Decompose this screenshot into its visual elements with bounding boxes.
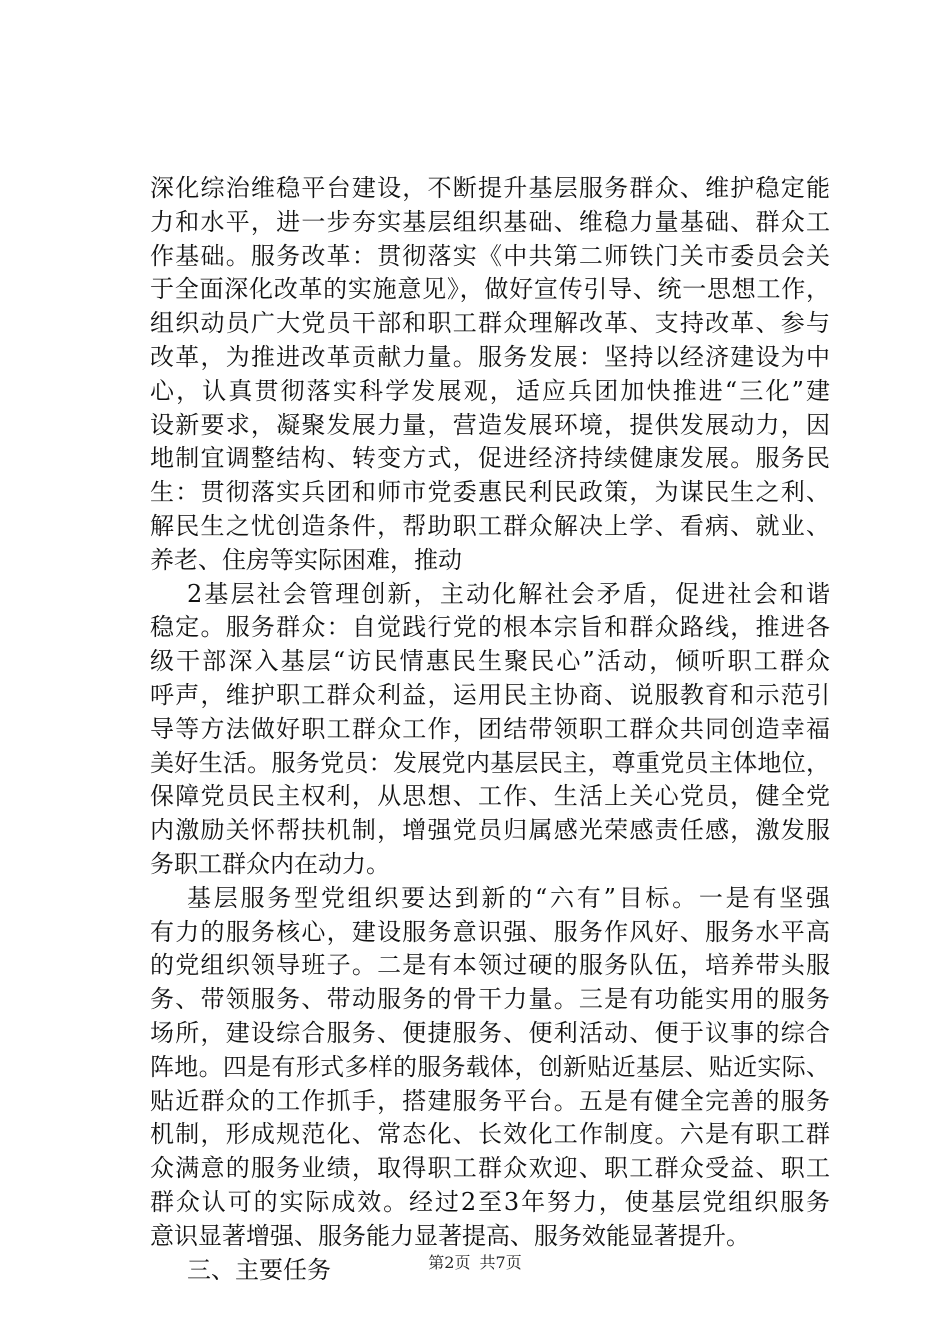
text-line: 机制，形成规范化、常态化、长效化工作制度。六是有职工群 [150, 1120, 830, 1149]
text-line: 贴近群众的工作抓手，搭建服务平台。五是有健全完善的服务 [150, 1086, 830, 1115]
text-line: 于全面深化改革的实施意见》，做好宣传引导、统一思想工作， [150, 275, 830, 304]
text-line: 组织动员广大党员干部和职工群众理解改革、支持改革、参与 [150, 309, 830, 338]
text-line: 三、主要任务 [187, 1255, 331, 1284]
text-line: 群众认可的实际成效。经过2至3年努力，使基层党组织服务 [150, 1187, 830, 1216]
text-line: 改革，为推进改革贡献力量。服务发展：坚持以经济建设为中 [150, 342, 830, 371]
text-line: 的党组织领导班子。二是有本领过硬的服务队伍，培养带头服 [150, 951, 830, 980]
document-body [150, 172, 830, 1287]
text-line: 基层服务型党组织要达到新的“六有”目标。一是有坚强 [187, 883, 830, 912]
text-line: 作基础。服务改革：贯彻落实《中共第二师铁门关市委员会关 [150, 241, 830, 270]
text-line: 呼声，维护职工群众利益，运用民主协商、说服教育和示范引 [150, 680, 830, 709]
text-line: 导等方法做好职工群众工作，团结带领职工群众共同创造幸福 [150, 714, 830, 743]
text-line: 设新要求，凝聚发展力量，营造发展环境，提供发展动力，因 [150, 410, 830, 439]
text-line: 保障党员民主权利，从思想、工作、生活上关心党员，健全党 [150, 782, 830, 811]
text-line: 心，认真贯彻落实科学发展观，适应兵团加快推进“三化”建 [150, 376, 830, 405]
text-line: 有力的服务核心，建设服务意识强、服务作风好、服务水平高 [150, 917, 830, 946]
text-line: 务、带领服务、带动服务的骨干力量。三是有功能实用的服务 [150, 985, 830, 1014]
text-line: 阵地。四是有形式多样的服务载体，创新贴近基层、贴近实际、 [150, 1052, 830, 1081]
text-line: 级干部深入基层“访民情惠民生聚民心”活动，倾听职工群众 [150, 647, 830, 676]
page-footer [0, 1250, 950, 1273]
text-line: 稳定。服务群众：自觉践行党的根本宗旨和群众路线，推进各 [150, 613, 830, 642]
text-line: 意识显著增强、服务能力显著提高、服务效能显著提升。 [150, 1221, 750, 1250]
text-line: 解民生之忧创造条件，帮助职工群众解决上学、看病、就业、 [150, 511, 830, 540]
text-line: 生：贯彻落实兵团和师市党委惠民利民政策，为谋民生之利、 [150, 478, 830, 507]
text-line: 力和水平，进一步夯实基层组织基础、维稳力量基础、群众工 [150, 207, 830, 236]
text-line: 深化综治维稳平台建设，不断提升基层服务群众、维护稳定能 [150, 174, 830, 202]
text-line: 众满意的服务业绩，取得职工群众欢迎、职工群众受益、职工 [150, 1154, 830, 1183]
text-line: 美好生活。服务党员：发展党内基层民主，尊重党员主体地位， [150, 748, 830, 777]
text-line: 务职工群众内在动力。 [150, 849, 390, 878]
page-total: 共7页 [479, 1253, 522, 1272]
text-line: 地制宜调整结构、转变方式，促进经济持续健康发展。服务民 [150, 444, 830, 473]
text-line: 场所，建设综合服务、便捷服务、便利活动、便于议事的综合 [150, 1018, 830, 1047]
text-line: 2基层社会管理创新，主动化解社会矛盾，促进社会和谐 [187, 579, 830, 608]
text-line: 养老、住房等实际困难，推动 [150, 545, 462, 574]
text-line: 内激励关怀帮扶机制，增强党员归属感光荣感责任感，激发服 [150, 816, 830, 845]
page-number: 第2页 [428, 1253, 471, 1272]
